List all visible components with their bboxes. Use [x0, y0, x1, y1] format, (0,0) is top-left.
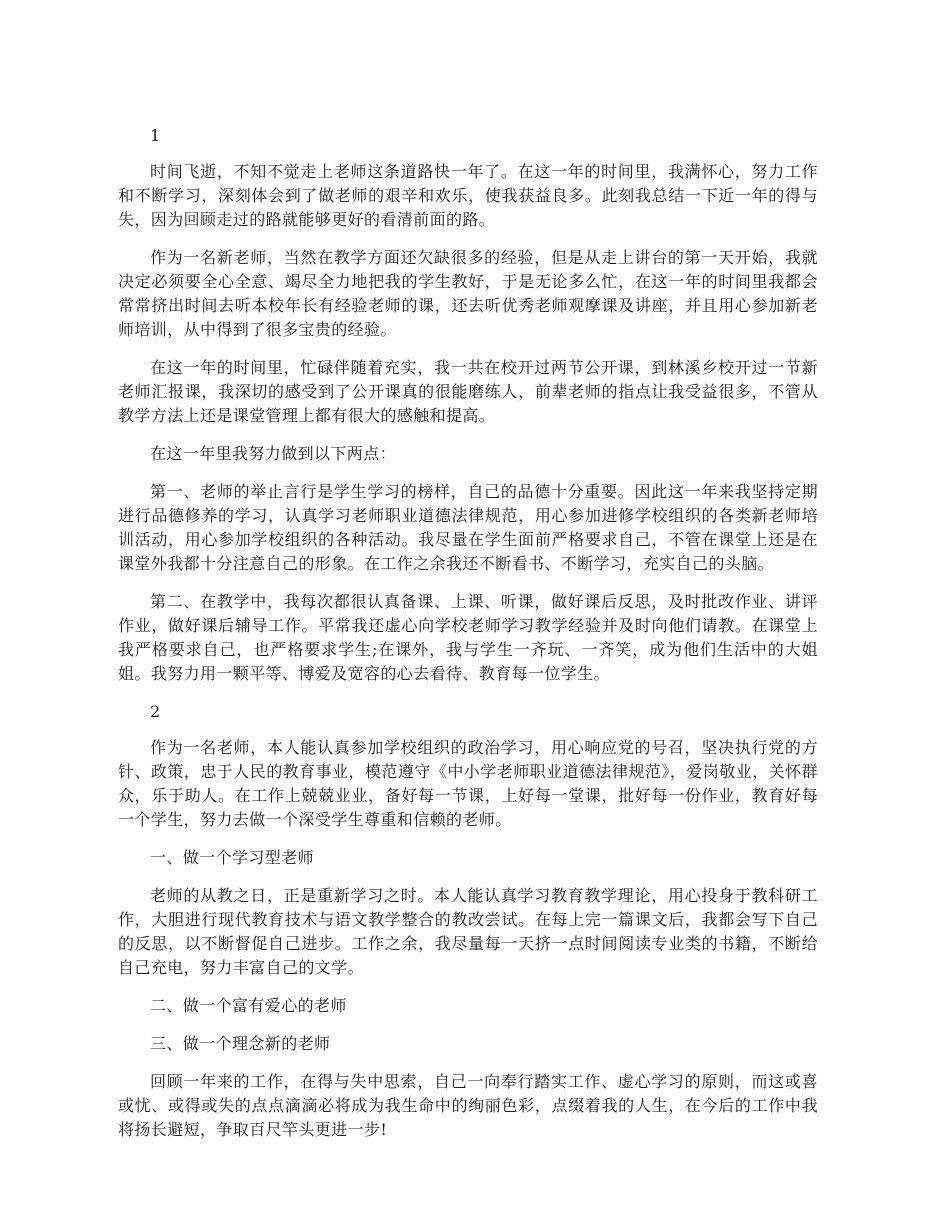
- paragraph-learning: 老师的从教之日，正是重新学习之时。本人能认真学习教育教学理论，用心投身于教科研工作，大胆进行现代教育技术与语文教学整合的教改尝试。在每上完一篇课文后，我都会写下自己的反思，以不断督促自己进步。工作之余，我尽量每一天挤一点时间阅读专业类的书籍，不断给自己充电，努力丰富自己的文学。: [118, 886, 818, 977]
- paragraph-two-points: 在这一年里我努力做到以下两点：: [150, 444, 397, 463]
- paragraph-point-one: 第一、老师的举止言行是学生学习的榜样，自己的品德十分重要。因此这一年来我坚持定期进行品德修养的学习，认真学习老师职业道德法律规范，用心参加进修学校组织的各类新老师培训活动，用心参加学校组织的各种活动。我尽量在学生面前严格要求自己，不管在课堂上还是在课堂外我都十分注意自己的形象。在工作之余我还不断看书、不断学习，充实自己的头脑。: [118, 482, 818, 573]
- paragraph-political: 作为一名老师，本人能认真参加学校组织的政治学习，用心响应党的号召，坚决执行党的方针、政策，忠于人民的教育事业，模范遵守《中小学老师职业道德法律规范》，爱岗敬业，关怀群众，乐于助人。在工作上兢兢业业，备好每一节课，上好每一堂课，批好每一份作业，教育好每一个学生，努力去做一个深受学生尊重和信赖的老师。: [118, 738, 818, 829]
- paragraph-conclusion: 回顾一年来的工作，在得与失中思索，自己一向奉行踏实工作、虚心学习的原则，而这或喜或忧、或得或失的点点滴滴必将成为我生命中的绚丽色彩，点缀着我的人生，在今后的工作中我将扬长避短，争取百尺竿头更进一步!: [118, 1072, 818, 1139]
- paragraph-open-class: 在这一年的时间里，忙碌伴随着充实，我一共在校开过两节公开课，到林溪乡校开过一节新老师汇报课，我深切的感受到了公开课真的很能磨练人，前辈老师的指点让我受益很多，不管从教学方法上还是课堂管理上都有很大的感触和提高。: [118, 358, 818, 425]
- paragraph-point-two: 第二、在教学中，我每次都很认真备课、上课、听课，做好课后反思，及时批改作业、讲评作业，做好课后辅导工作。平常我还虚心向学校老师学习教学经验并及时向他们请教。在课堂上我严格要求自己，也严格要求学生;在课外，我与学生一齐玩、一齐笑，成为他们生活中的大姐姐。我努力用一颗平等、博爱及宽容的心去看待、教育每一位学生。: [118, 592, 818, 683]
- paragraph-intro: 时间飞逝，不知不觉走上老师这条道路快一年了。在这一年的时间里，我满怀心，努力工作和不断学习，深刻体会到了做老师的艰辛和欢乐，使我获益良多。此刻我总结一下近一年的得与失，因为回顾走过的路就能够更好的看清前面的路。: [118, 162, 818, 229]
- heading-learning-teacher: 一、做一个学习型老师: [150, 848, 315, 867]
- heading-modern-teacher: 三、做一个理念新的老师: [150, 1034, 331, 1053]
- paragraph-new-teacher: 作为一名新老师，当然在教学方面还欠缺很多的经验，但是从走上讲台的第一天开始，我就决定必须要全心全意、竭尽全力地把我的学生教好，于是无论多么忙，在这一年的时间里我都会常常挤出时间去听本校年长有经验老师的课，还去听优秀老师观摩课及讲座，并且用心参加新老师培训，从中得到了很多宝贵的经验。: [118, 248, 818, 339]
- document-page: [118, 124, 818, 1156]
- section-number-2: 2: [150, 702, 161, 721]
- heading-caring-teacher: 二、做一个富有爱心的老师: [150, 996, 347, 1015]
- section-number-1: 1: [150, 126, 161, 145]
